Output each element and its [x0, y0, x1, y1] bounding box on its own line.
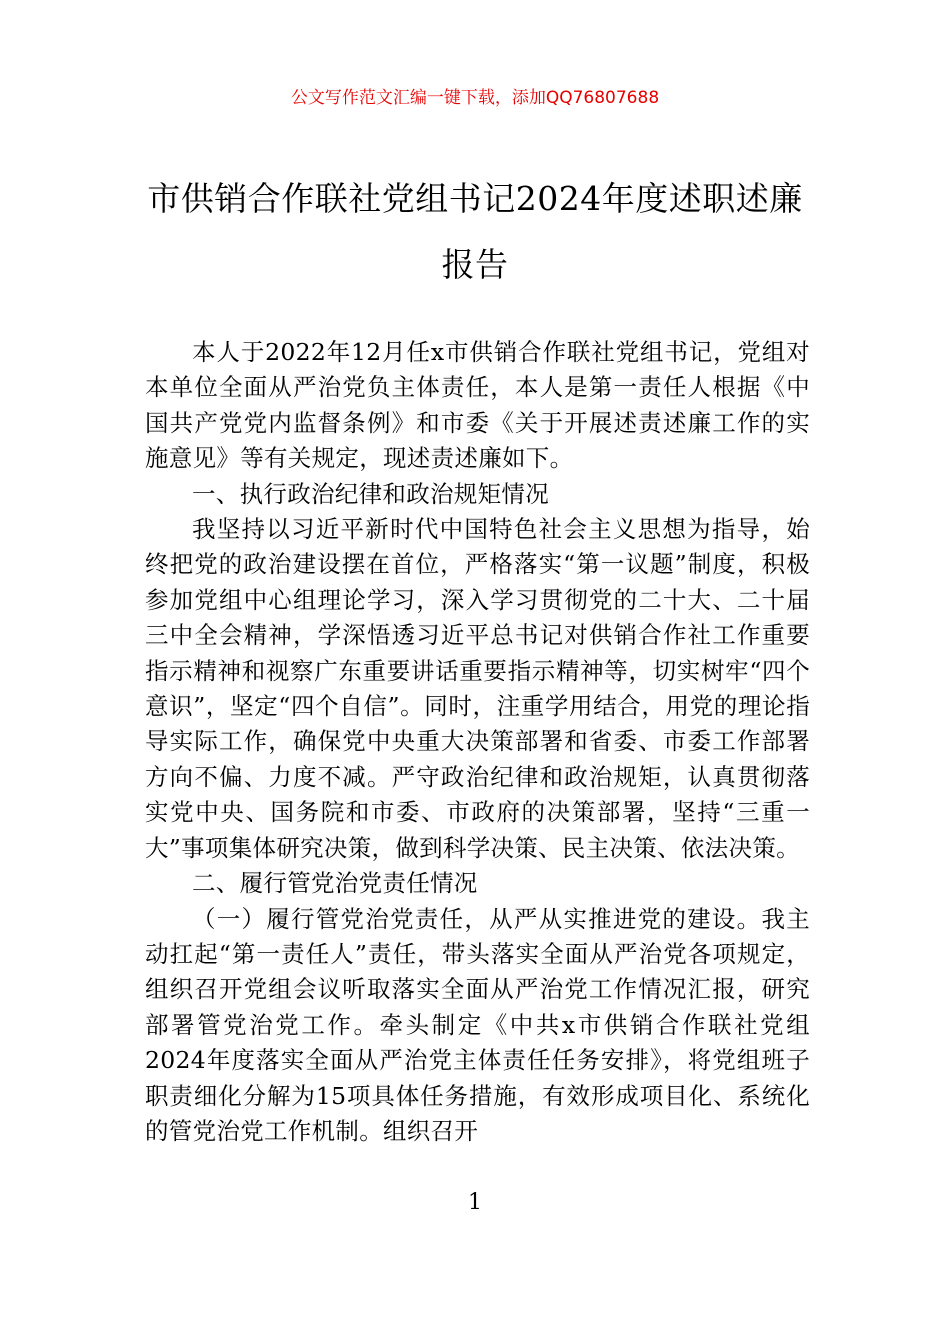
section-heading-1: 一、执行政治纪律和政治规矩情况 [192, 479, 549, 508]
section-heading-2: 二、履行管党治党责任情况 [192, 869, 478, 898]
paragraph-intro: 本人于2022年12月任x市供销合作联社党组书记，党组对本单位全面从严治党负主体责任，本人是第一责任人根据《中国共产党党内监督条例》和市委《关于开展述责述廉工作的实施意见》等有关规定，现述责述廉如下。 [145, 338, 810, 473]
paragraph-party-governance: （一）履行管党治党责任，从严从实推进党的建设。我主动扛起“第一责任人”责任，带头落实全面从严治党各项规定，组织召开党组会议听取落实全面从严治党工作情况汇报，研究部署管党治党工作。牵头制定《中共x市供销合作联社党组2024年度落实全面从严治党主体责任任务安排》，将党组班子职责细化分解为15项具体任务措施，有效形成项目化、系统化的管党治党工作机制。组织召开 [145, 904, 810, 1145]
download-banner: 公文写作范文汇编一键下载，添加QQ76807688 [290, 88, 660, 108]
document-title: 市供销合作联社党组书记2024年度述职述廉报告 [147, 179, 803, 284]
document-body [145, 335, 810, 1149]
paragraph-political-discipline: 我坚持以习近平新时代中国特色社会主义思想为指导，始终把党的政治建设摆在首位，严格落实“第一议题”制度，积极参加党组中心组理论学习，深入学习贯彻党的二十大、二十届三中全会精神，学深悟透习近平总书记对供销合作社工作重要指示精神和视察广东重要讲话重要指示精神等，切实树牢“四个意识”，坚定“四个自信”。同时，注重学用结合，用党的理论指导实际工作，确保党中央重大决策部署和省委、市委工作部署方向不偏、力度不减。严守政治纪律和政治规矩，认真贯彻落实党中央、国务院和市委、市政府的决策部署，坚持“三重一大”事项集体研究决策，做到科学决策、民主决策、依法决策。 [145, 515, 810, 862]
page-number: 1 [468, 1190, 482, 1215]
